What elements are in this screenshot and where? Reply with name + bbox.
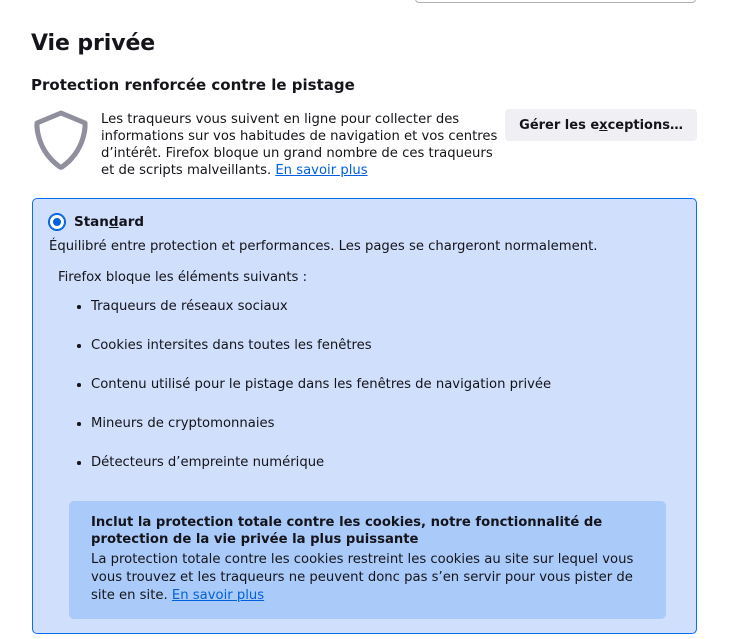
standard-radio-label [74, 213, 144, 231]
list-item [71, 415, 680, 432]
learn-more-link-callout[interactable]: En savoir plus [171, 588, 265, 603]
section-title-enhanced-tracking-protection: Protection renforcée contre le pistage [31, 76, 355, 94]
blocked-item-label: Contenu utilisé pour le pistage dans les fenêtres de navigation privée [91, 377, 552, 392]
learn-more-link-intro[interactable]: En savoir plus [275, 163, 368, 178]
manage-exceptions-label-post: ceptions… [607, 117, 683, 133]
top-search-strip [0, 0, 756, 4]
intro-description-text: Les traqueurs vous suivent en ligne pour collecter des informations sur vos habitudes de navigation et vos centres d’intérêt. Firefox bloque un grand nombre de ces traqueurs et de scripts malveillants. [101, 112, 498, 178]
standard-radio-row[interactable] [49, 213, 680, 231]
standard-radio-button[interactable] [49, 214, 65, 230]
intro-description [101, 106, 499, 179]
manage-exceptions-button[interactable] [505, 109, 697, 141]
standard-label-pre: Stan [74, 214, 109, 230]
callout-title: Inclut la protection totale contre les cookies, notre fonctionnalité de protection de la vie privée la plus puissante [91, 515, 603, 547]
standard-label-accesskey: d [108, 214, 119, 230]
blocked-item-label: Mineurs de cryptomonnaies [91, 416, 275, 431]
page-title: Vie privée [31, 31, 156, 56]
manage-exceptions-accesskey: x [599, 117, 608, 133]
blocked-item-label: Cookies intersites dans toutes les fenêtres [91, 338, 372, 353]
callout-body [91, 551, 646, 605]
list-item [71, 454, 680, 471]
list-item [71, 376, 680, 393]
manage-exceptions-button-wrap [505, 106, 697, 141]
list-item [71, 337, 680, 354]
blocked-items-intro: Firefox bloque les éléments suivants : [58, 270, 308, 285]
manage-exceptions-label-pre: Gérer les e [519, 117, 600, 133]
standard-label-post: ard [118, 214, 145, 230]
blocked-item-label: Traqueurs de réseaux sociaux [91, 299, 288, 314]
blocked-item-label: Détecteurs d’empreinte numérique [91, 455, 325, 470]
shield-icon [31, 106, 101, 173]
intro-row [31, 106, 697, 179]
total-cookie-protection-callout [69, 501, 666, 619]
list-item [71, 298, 680, 315]
blocked-items-list [49, 298, 680, 471]
search-preferences-input[interactable] [415, 0, 696, 3]
callout-body-text: La protection totale contre les cookies restreint les cookies au site sur lequel vous vous trouvez et les traqueurs ne peuvent donc pas s’en servir pour vous pister de site en site. [91, 552, 634, 603]
standard-description: Équilibré entre protection et performances. Les pages se chargeront normalement. [49, 239, 598, 254]
